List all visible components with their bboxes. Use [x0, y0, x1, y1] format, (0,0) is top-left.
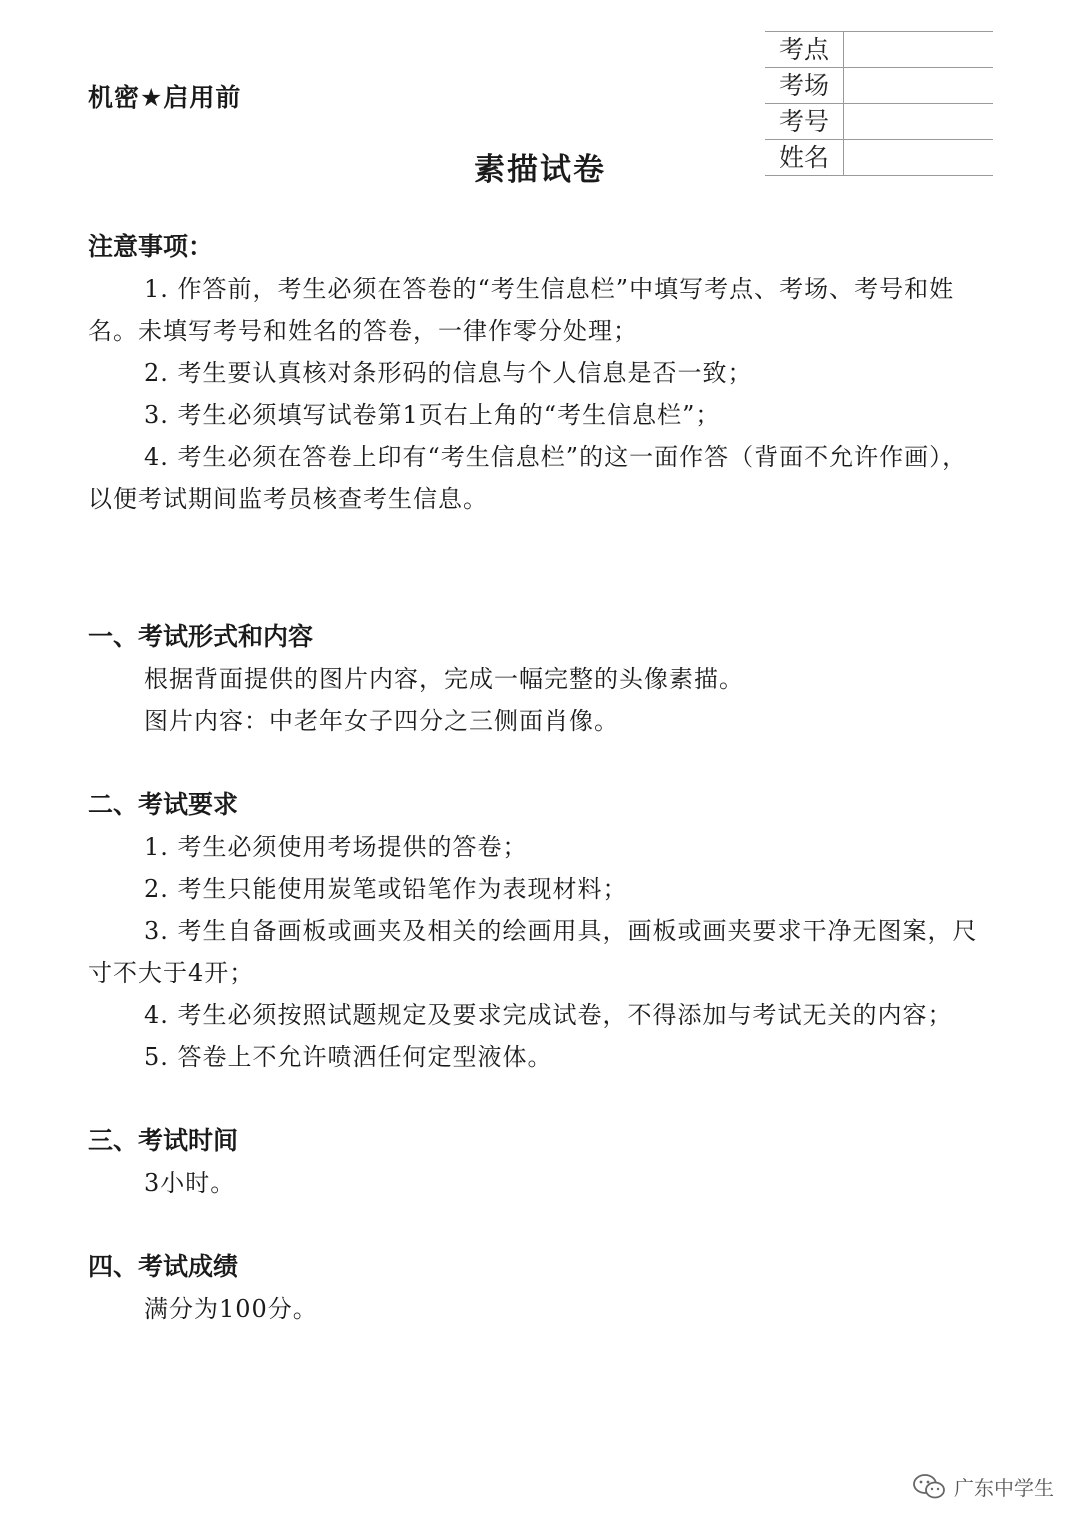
requirement-item: 5. 答卷上不允许喷洒任何定型液体。 — [144, 1043, 553, 1071]
confidential-label: 机密★启用前 — [88, 83, 242, 112]
section-heading-time: 三、考试时间 — [88, 1126, 239, 1155]
info-row — [765, 32, 993, 68]
notice-item: 3. 考生必须填写试卷第1页右上角的“考生信息栏”； — [144, 401, 721, 429]
section-heading-score: 四、考试成绩 — [88, 1252, 239, 1281]
notice-item: 2. 考生要认真核对条形码的信息与个人信息是否一致； — [144, 359, 753, 387]
section-line: 3小时。 — [144, 1169, 236, 1197]
requirement-item: 1. 考生必须使用考场提供的答卷； — [144, 833, 528, 861]
info-label-exam-room: 考场 — [765, 68, 844, 104]
watermark — [912, 1472, 1054, 1501]
spacer — [88, 742, 988, 784]
spacer — [88, 520, 988, 616]
section-line: 满分为100分。 — [144, 1295, 318, 1323]
info-label-name: 姓名 — [765, 140, 844, 176]
page-title: 素描试卷 — [474, 152, 606, 188]
info-row — [765, 68, 993, 104]
watermark-text: 广东中学生 — [954, 1476, 1054, 1500]
spacer — [88, 1078, 988, 1120]
info-value-exam-room[interactable] — [844, 68, 994, 104]
info-row — [765, 104, 993, 140]
spacer — [88, 1204, 988, 1246]
notice-heading: 注意事项： — [88, 232, 214, 261]
section-heading-format: 一、考试形式和内容 — [88, 622, 314, 651]
info-value-exam-number[interactable] — [844, 104, 994, 140]
info-label-exam-number: 考号 — [765, 104, 844, 140]
section-line: 根据背面提供的图片内容，完成一幅完整的头像素描。 — [144, 665, 744, 693]
wechat-icon — [912, 1473, 946, 1501]
info-label-exam-site: 考点 — [765, 32, 844, 68]
requirement-item: 2. 考生只能使用炭笔或铅笔作为表现材料； — [144, 875, 628, 903]
section-heading-requirements: 二、考试要求 — [88, 790, 239, 819]
requirement-item: 4. 考生必须按照试题规定及要求完成试卷，不得添加与考试无关的内容； — [144, 1001, 953, 1029]
notice-item: 4. 考生必须在答卷上印有“考生信息栏”的这一面作答（背面不允许作画），以便考试期间监考员核查考生信息。 — [88, 443, 968, 513]
info-value-exam-site[interactable] — [844, 32, 994, 68]
section-line: 图片内容：中老年女子四分之三侧面肖像。 — [144, 707, 619, 735]
document-body — [88, 226, 988, 1330]
notice-item: 1. 作答前，考生必须在答卷的“考生信息栏”中填写考点、考场、考号和姓名。未填写考号和姓名的答卷，一律作零分处理； — [88, 275, 955, 345]
requirement-item: 3. 考生自备画板或画夹及相关的绘画用具，画板或画夹要求干净无图案，尺寸不大于4开； — [88, 917, 978, 987]
